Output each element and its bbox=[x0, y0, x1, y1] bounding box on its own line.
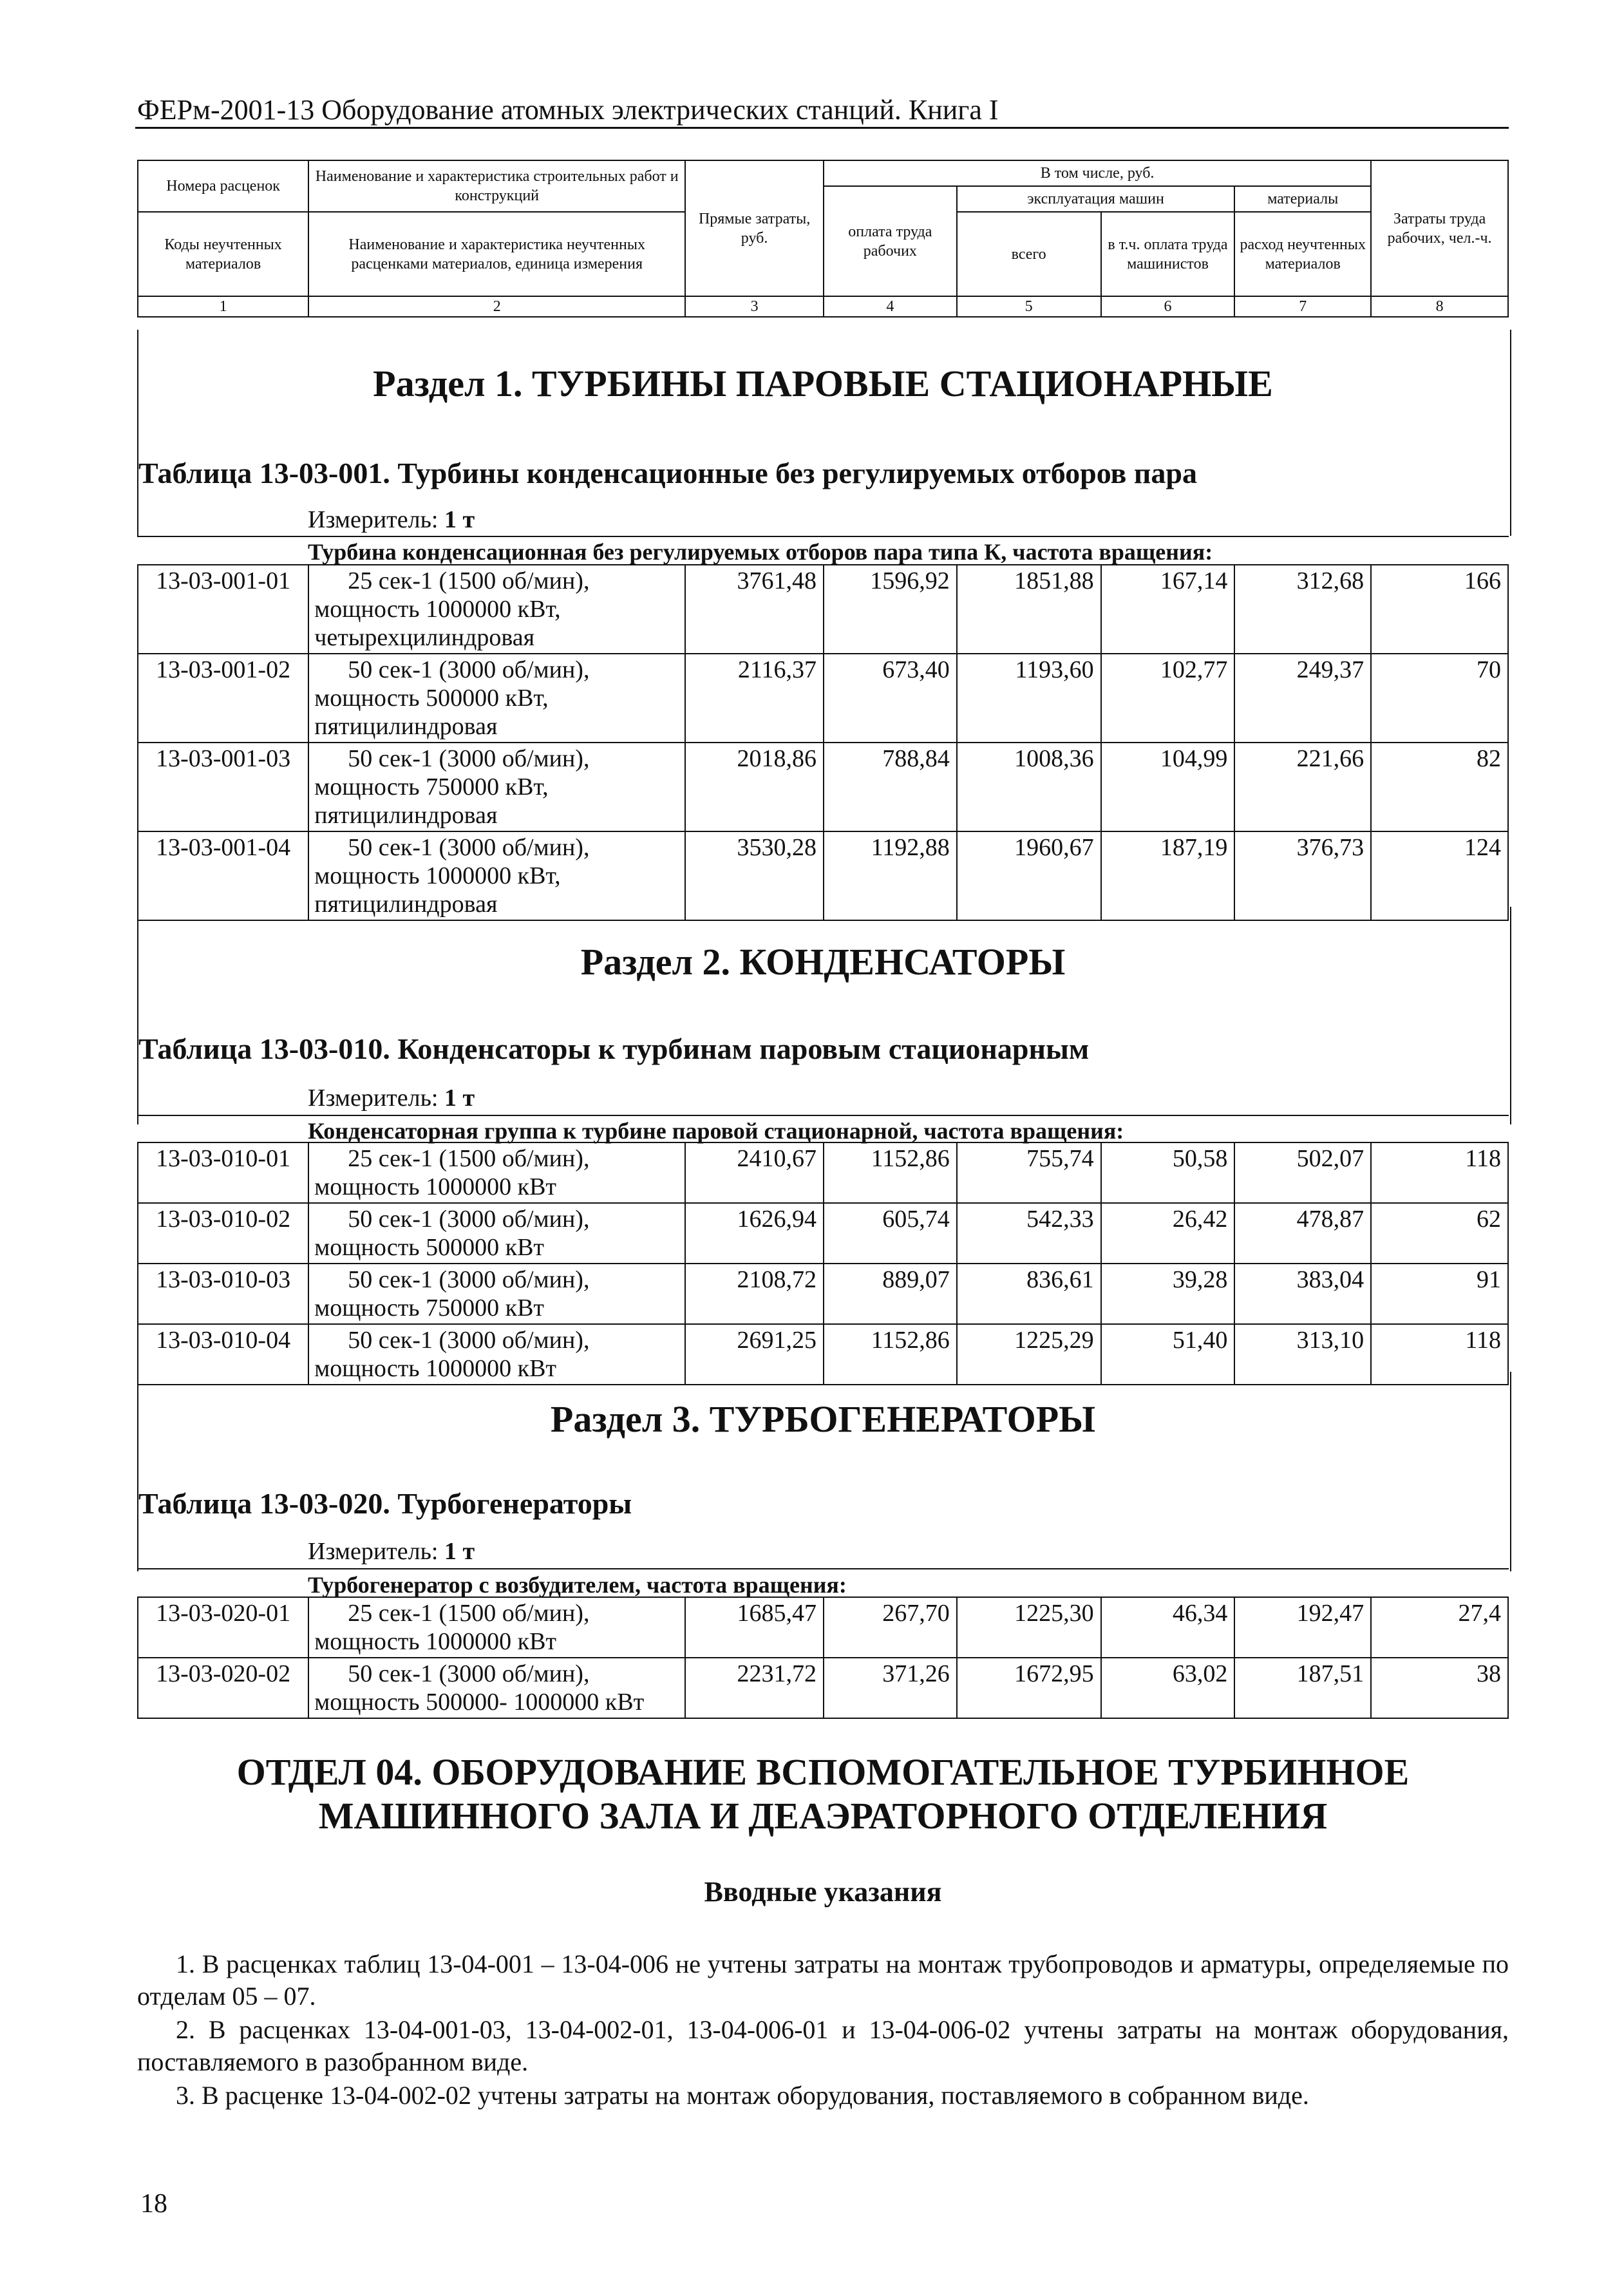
section-title: Раздел 2. КОНДЕНСАТОРЫ bbox=[580, 941, 1066, 983]
rate-description-line: мощность 750000 кВт, bbox=[314, 773, 549, 801]
intro-paragraph-3 bbox=[137, 2080, 1509, 2112]
materials-cost: 221,66 bbox=[1234, 743, 1371, 831]
header-num: 4 bbox=[824, 296, 957, 317]
machinists-wages: 167,14 bbox=[1101, 565, 1235, 654]
workers-wages: 605,74 bbox=[824, 1203, 957, 1264]
table-row bbox=[138, 565, 1508, 654]
direct-costs: 2018,86 bbox=[685, 743, 824, 831]
direct-costs: 1626,94 bbox=[685, 1203, 824, 1264]
header-codes-bottom: Коды неучтенных материалов bbox=[138, 212, 308, 296]
header-labor: Затраты труда рабочих, чел.-ч. bbox=[1371, 160, 1508, 296]
header-name-bottom: Наименование и характеристика неучтенных расценками материалов, единица измерения bbox=[308, 212, 685, 296]
machinists-wages: 39,28 bbox=[1101, 1264, 1235, 1324]
workers-wages: 371,26 bbox=[824, 1658, 957, 1718]
group-rule bbox=[137, 1115, 1509, 1116]
rate-description-line: мощность 1000000 кВт bbox=[314, 1355, 557, 1382]
unit-line bbox=[308, 1084, 475, 1112]
rate-description bbox=[308, 565, 685, 654]
rate-code: 13-03-010-03 bbox=[138, 1264, 308, 1324]
direct-costs: 2231,72 bbox=[685, 1658, 824, 1718]
machines-total: 1193,60 bbox=[957, 654, 1101, 743]
department-title-line-1: ОТДЕЛ 04. ОБОРУДОВАНИЕ ВСПОМОГАТЕЛЬНОЕ ТУРБИННОЕ bbox=[236, 1751, 1410, 1793]
section-frame bbox=[137, 330, 1511, 536]
rate-code: 13-03-001-02 bbox=[138, 654, 308, 743]
rate-description-line: пятицилиндровая bbox=[314, 802, 498, 829]
price-table-2 bbox=[137, 1142, 1509, 1385]
machinists-wages: 50,58 bbox=[1101, 1142, 1235, 1203]
labor-hours: 62 bbox=[1371, 1203, 1508, 1264]
labor-hours: 27,4 bbox=[1371, 1597, 1508, 1658]
table-row bbox=[138, 1597, 1508, 1658]
labor-hours: 118 bbox=[1371, 1142, 1508, 1203]
materials-cost: 187,51 bbox=[1234, 1658, 1371, 1718]
unit-line bbox=[308, 506, 475, 534]
rate-description bbox=[308, 1142, 685, 1203]
labor-hours: 70 bbox=[1371, 654, 1508, 743]
labor-hours: 82 bbox=[1371, 743, 1508, 831]
column-header-table bbox=[137, 160, 1509, 317]
group-rule bbox=[137, 1568, 1509, 1569]
table-title: Таблица 13-03-010. Конденсаторы к турбинам паровым стационарным bbox=[138, 1032, 1090, 1065]
page-number: 18 bbox=[140, 2189, 167, 2219]
materials-cost: 502,07 bbox=[1234, 1142, 1371, 1203]
price-table-3 bbox=[137, 1597, 1509, 1719]
materials-cost: 249,37 bbox=[1234, 654, 1371, 743]
table-title: Таблица 13-03-001. Турбины конденсационные без регулируемых отборов пара bbox=[138, 457, 1197, 489]
group-title: Турбогенератор с возбудителем, частота вращения: bbox=[308, 1572, 847, 1598]
group-rule bbox=[137, 536, 1509, 537]
intro-paragraph-1 bbox=[137, 1948, 1509, 2013]
machinists-wages: 26,42 bbox=[1101, 1203, 1235, 1264]
table-row bbox=[138, 1658, 1508, 1718]
rate-code: 13-03-001-03 bbox=[138, 743, 308, 831]
rate-description bbox=[308, 1658, 685, 1718]
machinists-wages: 51,40 bbox=[1101, 1324, 1235, 1385]
intro-text: 2. В расценках 13-04-001-03, 13-04-002-01, 13-04-006-01 и 13-04-006-02 учтены затраты на монтаж оборудования, поставляемого в разобранном виде. bbox=[137, 2015, 1509, 2076]
workers-wages: 889,07 bbox=[824, 1264, 957, 1324]
unit-value: 1 т bbox=[444, 506, 475, 533]
unit-label: Измеритель: bbox=[308, 1538, 439, 1565]
table-row bbox=[138, 654, 1508, 743]
group-title: Конденсаторная группа к турбине паровой стационарной, частота вращения: bbox=[308, 1118, 1124, 1144]
header-codes-top: Номера расценок bbox=[138, 160, 308, 212]
workers-wages: 1596,92 bbox=[824, 565, 957, 654]
rate-description-line: пятицилиндровая bbox=[314, 713, 498, 740]
direct-costs: 1685,47 bbox=[685, 1597, 824, 1658]
unit-value: 1 т bbox=[444, 1538, 475, 1565]
rate-description-line: 50 сек-1 (3000 об/мин), bbox=[348, 834, 590, 861]
rate-description-line: мощность 750000 кВт bbox=[314, 1294, 545, 1322]
labor-hours: 124 bbox=[1371, 831, 1508, 920]
header-wages: оплата труда рабочих bbox=[824, 186, 957, 296]
header-num: 2 bbox=[308, 296, 685, 317]
table-row bbox=[138, 1203, 1508, 1264]
direct-costs: 2410,67 bbox=[685, 1142, 824, 1203]
machinists-wages: 104,99 bbox=[1101, 743, 1235, 831]
rate-description-line: мощность 1000000 кВт bbox=[314, 1173, 557, 1200]
machinists-wages: 102,77 bbox=[1101, 654, 1235, 743]
direct-costs: 2691,25 bbox=[685, 1324, 824, 1385]
materials-cost: 478,87 bbox=[1234, 1203, 1371, 1264]
workers-wages: 673,40 bbox=[824, 654, 957, 743]
table-row bbox=[138, 1142, 1508, 1203]
rate-description-line: 50 сек-1 (3000 об/мин), bbox=[348, 1327, 590, 1354]
workers-wages: 788,84 bbox=[824, 743, 957, 831]
rate-description bbox=[308, 1264, 685, 1324]
rate-description-line: 50 сек-1 (3000 об/мин), bbox=[348, 1266, 590, 1293]
rate-code: 13-03-010-04 bbox=[138, 1324, 308, 1385]
header-num: 3 bbox=[685, 296, 824, 317]
rate-code: 13-03-001-04 bbox=[138, 831, 308, 920]
running-head-rule bbox=[135, 127, 1509, 129]
intro-paragraph-2 bbox=[137, 2014, 1509, 2078]
department-title-line-2: МАШИННОГО ЗАЛА И ДЕАЭРАТОРНОГО ОТДЕЛЕНИЯ bbox=[318, 1795, 1328, 1837]
header-materials: материалы bbox=[1234, 186, 1371, 212]
machines-total: 755,74 bbox=[957, 1142, 1101, 1203]
table-title: Таблица 13-03-020. Турбогенераторы bbox=[138, 1487, 632, 1520]
section-title: Раздел 1. ТУРБИНЫ ПАРОВЫЕ СТАЦИОНАРНЫЕ bbox=[373, 363, 1273, 404]
running-head: ФЕРм-2001-13 Оборудование атомных электрических станций. Книга I bbox=[137, 94, 999, 126]
machines-total: 1851,88 bbox=[957, 565, 1101, 654]
machines-total: 1225,29 bbox=[957, 1324, 1101, 1385]
unit-label: Измеритель: bbox=[308, 1085, 439, 1112]
header-name-top: Наименование и характеристика строительных работ и конструкций bbox=[308, 160, 685, 212]
rate-description-line: 25 сек-1 (1500 об/мин), bbox=[348, 1145, 590, 1172]
rate-description-line: мощность 500000- 1000000 кВт bbox=[314, 1689, 645, 1716]
header-num: 5 bbox=[957, 296, 1101, 317]
machinists-wages: 63,02 bbox=[1101, 1658, 1235, 1718]
rate-description-line: пятицилиндровая bbox=[314, 891, 498, 918]
machines-total: 1225,30 bbox=[957, 1597, 1101, 1658]
rate-description bbox=[308, 743, 685, 831]
rate-description-line: 50 сек-1 (3000 об/мин), bbox=[348, 1660, 590, 1687]
table-row bbox=[138, 743, 1508, 831]
intro-text: 1. В расценках таблиц 13-04-001 – 13-04-006 не учтены затраты на монтаж трубопроводов и арматуры, определяемые по отделам 05 – 07. bbox=[137, 1949, 1509, 2011]
rate-description bbox=[308, 1203, 685, 1264]
rate-code: 13-03-010-01 bbox=[138, 1142, 308, 1203]
rate-description bbox=[308, 1597, 685, 1658]
labor-hours: 118 bbox=[1371, 1324, 1508, 1385]
rate-code: 13-03-020-01 bbox=[138, 1597, 308, 1658]
direct-costs: 3761,48 bbox=[685, 565, 824, 654]
machines-total: 1008,36 bbox=[957, 743, 1101, 831]
header-machines-total: всего bbox=[957, 212, 1101, 296]
rate-description bbox=[308, 654, 685, 743]
rate-description-line: мощность 1000000 кВт, bbox=[314, 862, 561, 889]
header-num: 6 bbox=[1101, 296, 1235, 317]
section-title: Раздел 3. ТУРБОГЕНЕРАТОРЫ bbox=[550, 1398, 1096, 1440]
machines-total: 542,33 bbox=[957, 1203, 1101, 1264]
header-num: 7 bbox=[1234, 296, 1371, 317]
workers-wages: 267,70 bbox=[824, 1597, 957, 1658]
rate-description-line: четырехцилиндровая bbox=[314, 624, 535, 651]
direct-costs: 3530,28 bbox=[685, 831, 824, 920]
rate-description-line: мощность 1000000 кВт, bbox=[314, 596, 561, 623]
rate-description-line: 25 сек-1 (1500 об/мин), bbox=[348, 567, 590, 594]
labor-hours: 38 bbox=[1371, 1658, 1508, 1718]
header-num: 1 bbox=[138, 296, 308, 317]
workers-wages: 1152,86 bbox=[824, 1142, 957, 1203]
workers-wages: 1192,88 bbox=[824, 831, 957, 920]
rate-code: 13-03-010-02 bbox=[138, 1203, 308, 1264]
materials-cost: 376,73 bbox=[1234, 831, 1371, 920]
rate-description-line: 50 сек-1 (3000 об/мин), bbox=[348, 656, 590, 683]
unit-value: 1 т bbox=[444, 1085, 475, 1112]
header-including: В том числе, руб. bbox=[824, 160, 1371, 186]
rate-description-line: 50 сек-1 (3000 об/мин), bbox=[348, 1206, 590, 1233]
rate-code: 13-03-020-02 bbox=[138, 1658, 308, 1718]
intro-text: 3. В расценке 13-04-002-02 учтены затраты на монтаж оборудования, поставляемого в собранном виде. bbox=[176, 2081, 1309, 2110]
materials-cost: 192,47 bbox=[1234, 1597, 1371, 1658]
workers-wages: 1152,86 bbox=[824, 1324, 957, 1385]
labor-hours: 166 bbox=[1371, 565, 1508, 654]
group-title: Турбина конденсационная без регулируемых отборов пара типа К, частота вращения: bbox=[308, 539, 1213, 565]
machinists-wages: 187,19 bbox=[1101, 831, 1235, 920]
machinists-wages: 46,34 bbox=[1101, 1597, 1235, 1658]
direct-costs: 2108,72 bbox=[685, 1264, 824, 1324]
labor-hours: 91 bbox=[1371, 1264, 1508, 1324]
materials-cost: 313,10 bbox=[1234, 1324, 1371, 1385]
rate-description-line: мощность 1000000 кВт bbox=[314, 1628, 557, 1655]
table-row bbox=[138, 1264, 1508, 1324]
header-machines: эксплуатация машин bbox=[957, 186, 1235, 212]
machines-total: 1672,95 bbox=[957, 1658, 1101, 1718]
unit-line bbox=[308, 1537, 475, 1566]
header-materials-consumption: расход неучтенных материалов bbox=[1234, 212, 1371, 296]
machines-total: 836,61 bbox=[957, 1264, 1101, 1324]
header-machinists-wages: в т.ч. оплата труда машинистов bbox=[1101, 212, 1235, 296]
rate-description-line: 25 сек-1 (1500 об/мин), bbox=[348, 1600, 590, 1627]
rate-code: 13-03-001-01 bbox=[138, 565, 308, 654]
price-table-1 bbox=[137, 564, 1509, 921]
materials-cost: 383,04 bbox=[1234, 1264, 1371, 1324]
header-direct-costs: Прямые затраты, руб. bbox=[685, 160, 824, 296]
intro-title: Вводные указания bbox=[704, 1876, 942, 1908]
materials-cost: 312,68 bbox=[1234, 565, 1371, 654]
rate-description-line: мощность 500000 кВт, bbox=[314, 685, 549, 712]
direct-costs: 2116,37 bbox=[685, 654, 824, 743]
rate-description-line: 50 сек-1 (3000 об/мин), bbox=[348, 745, 590, 772]
machines-total: 1960,67 bbox=[957, 831, 1101, 920]
header-num: 8 bbox=[1371, 296, 1508, 317]
unit-label: Измеритель: bbox=[308, 506, 439, 533]
rate-description-line: мощность 500000 кВт bbox=[314, 1234, 545, 1261]
